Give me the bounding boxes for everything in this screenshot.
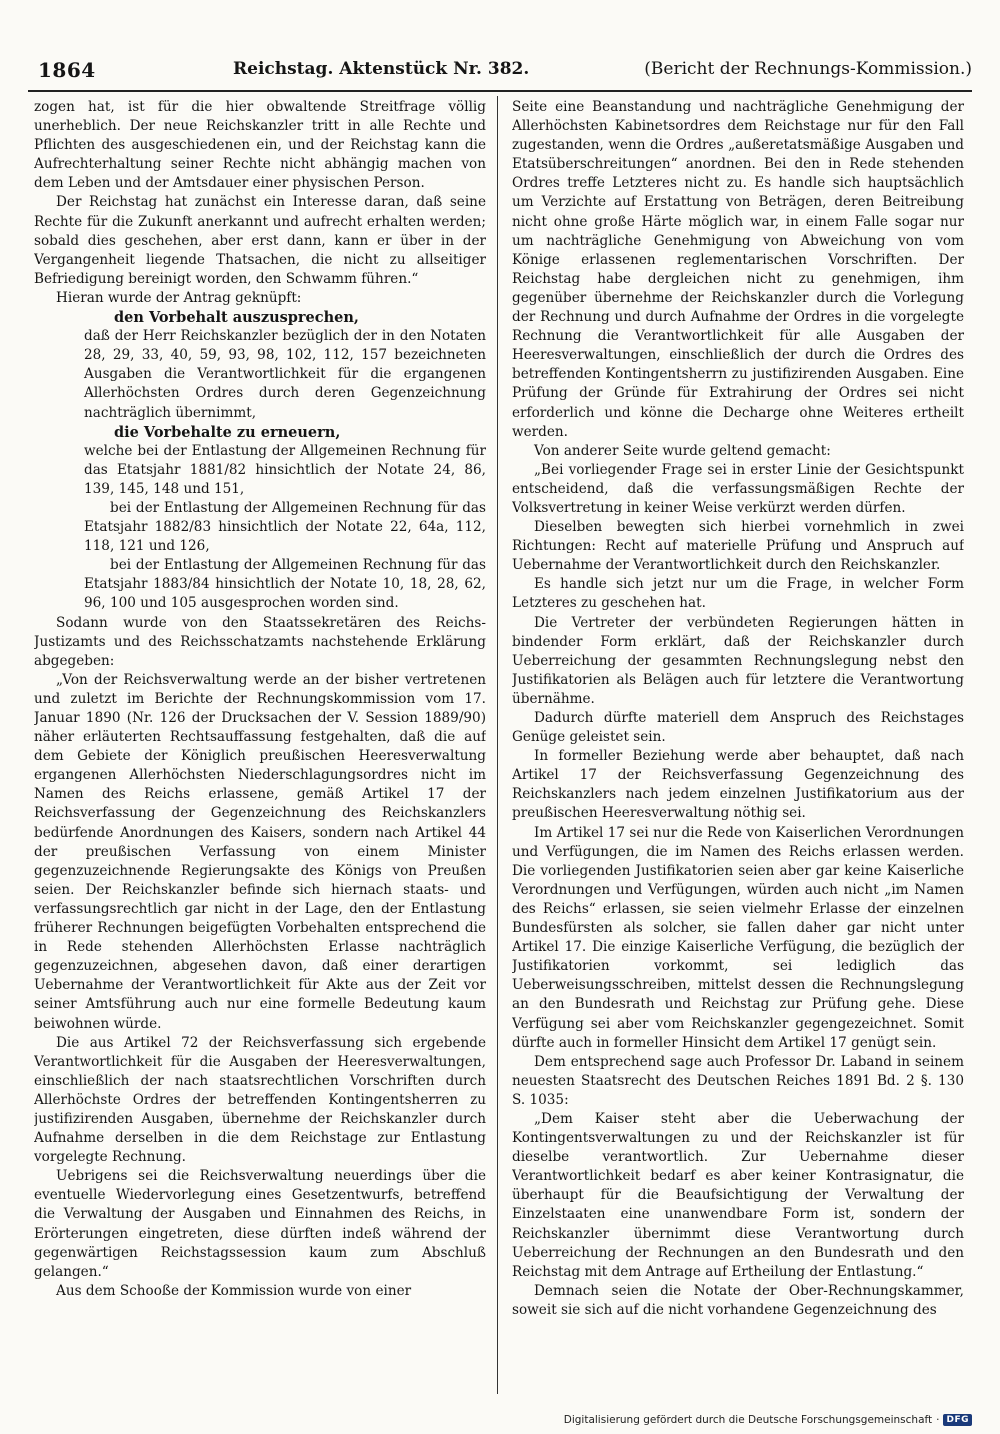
dfg-logo-icon: DFG: [943, 1414, 972, 1426]
header-title: Reichstag. Aktenstück Nr. 382.: [233, 59, 530, 79]
footer: Digitalisierung gefördert durch die Deutsche Forschungsgemeinschaft · DFG: [564, 1414, 972, 1426]
paragraph: Im Artikel 17 sei nur die Rede von Kaiserlichen Verordnungen und Verfügungen, die im Namen des Reichs erlassen werden. Die vorliegenden Justifikatorien seien aber gar keine Kaiserliche Verordnungen und Verfügungen, würden auch nicht „im Namen des Reichs“ erlassen, sie seien vielmehr Erlasse der einzelnen Bundesfürsten als solcher, sie fallen daher gar nicht unter Artikel 17. Die einzige Kaiserliche Verfügung, die bezüglich der Justifikatorien vorkommt, sei lediglich das Ueberweisungsschreiben, mittelst dessen die Rechnungslegung an den Bundesrath und Reichstag zur Prüfung gehe. Diese Verfügung sei aber vom Reichskanzler gegengezeichnet. Somit dürfte auch in formeller Hinsicht dem Artikel 17 genügt sein.: [512, 824, 964, 1051]
header-rule: [28, 90, 972, 92]
page-number: 1864: [38, 58, 96, 82]
paragraph: welche bei der Entlastung der Allgemeinen Rechnung für das Etatsjahr 1881/82 hinsichtlich der Notate 24, 86, 139, 145, 148 und 151,: [84, 442, 486, 497]
paragraph: Demnach seien die Notate der Ober-Rechnungskammer, soweit sie sich auf die nicht vorhandene Gegenzeichnung des: [512, 1282, 964, 1318]
paragraph: Dem entsprechend sage auch Professor Dr. Laband in seinem neuesten Staatsrecht des Deutschen Reiches 1891 Bd. 2 §. 130 S. 1035:: [512, 1053, 964, 1108]
paragraph: Aus dem Schooße der Kommission wurde von einer: [56, 1282, 412, 1299]
paragraph: Dadurch dürfte materiell dem Anspruch des Reichstages Genüge geleistet sein.: [512, 710, 964, 746]
paragraph: Von anderer Seite wurde geltend gemacht:: [534, 442, 831, 459]
paragraph: die Vorbehalte zu erneuern,: [114, 423, 341, 441]
paragraph: „Bei vorliegender Frage sei in erster Linie der Gesichtspunkt entscheidend, daß die verfassungsmäßigen Rechte der Volksvertretung in keiner Weise verkürzt werden dürfen.: [512, 461, 964, 516]
paragraph: daß der Herr Reichskanzler bezüglich der in den Notaten 28, 29, 33, 40, 59, 93, 98, 102, 112, 157 bezeichneten Ausgaben die Verantwortlichkeit für die ergangenen Allerhöchsten Ordres durch deren Gegenzeichnung nachträglich übernimmt,: [84, 328, 486, 421]
right-column: [512, 98, 964, 1398]
paragraph: Hieran wurde der Antrag geknüpft:: [56, 289, 302, 306]
paragraph: zogen hat, ist für die hier obwaltende Streitfrage völlig unerheblich. Der neue Reichskanzler tritt in alle Rechte und Pflichten des ausgeschiedenen ein, und der Reichstag kann die Aufrechterhaltung seiner Rechte nicht abhängig machen von dem Leben und der Amtsdauer einer physischen Person.: [34, 99, 486, 192]
paragraph: den Vorbehalt auszusprechen,: [114, 309, 359, 327]
paragraph: „Dem Kaiser steht aber die Ueberwachung der Kontingentsverwaltungen zu und der Reichskanzler ist für dieselbe verantwortlich. Zur Uebernahme dieser Verantwortlichkeit bedarf es aber keiner Kontrasignatur, die überhaupt für die Beaufsichtigung der Verwaltung der Einzelstaaten eine unanwendbare Form ist, sondern der Reichskanzler übernimmt diese Verantwortung durch Ueberreichung der Rechnungen an den Bundesrath und den Reichstag mit dem Antrage auf Ertheilung der Entlastung.“: [512, 1110, 964, 1280]
paragraph: Der Reichstag hat zunächst ein Interesse daran, daß seine Rechte für die Zukunft anerkannt und aufrecht erhalten werden; sobald dies geschehen, aber erst dann, kann er über in der Vergangenheit liegende Thatsachen, die nicht zu allseitiger Befriedigung bereinigt worden, den Schwamm führen.“: [34, 194, 486, 287]
paragraph: Dieselben bewegten sich hierbei vornehmlich in zwei Richtungen: Recht auf materielle Prüfung und Anspruch auf Uebernahme der Verantwortlichkeit durch den Reichskanzler.: [512, 519, 964, 574]
left-column: [34, 98, 486, 1398]
paragraph: In formeller Beziehung werde aber behauptet, daß nach Artikel 17 der Reichsverfassung Gegenzeichnung des Reichskanzlers nach jedem einzelnen Justifikatorium aus der preußischen Heeresverwaltung nöthig sei.: [512, 748, 964, 822]
paragraph: Die aus Artikel 72 der Reichsverfassung sich ergebende Verantwortlichkeit für die Ausgaben der Heeresverwaltungen, einschließlich der nach staatsrechtlichen Vorschriften durch Allerhöchste Ordres der betreffenden Kontingentsherren zu justifizirenden Ausgaben, übernehme der Reichskanzler durch Aufnahme derselben in die dem Reichstage zur Entlastung vorgelegte Rechnung.: [34, 1034, 486, 1166]
paragraph: bei der Entlastung der Allgemeinen Rechnung für das Etatsjahr 1882/83 hinsichtlich der Notate 22, 64a, 112, 118, 121 und 126,: [84, 499, 486, 555]
paragraph: Die Vertreter der verbündeten Regierungen hätten in bindender Form erklärt, daß der Reichskanzler durch Ueberreichung der gesammten Rechnungslegung nebst den Justifikatorien als Belägen auch für letztere die Verantwortung übernähme.: [512, 614, 964, 707]
paragraph: Uebrigens sei die Reichsverwaltung neuerdings über die eventuelle Wiedervorlegung eines Gesetzentwurfs, betreffend die Verwaltung der Ausgaben und Einnahmen des Reichs, in Erörterungen eingetreten, diese dürften indeß während der gegenwärtigen Reichstagssession kaum zum Abschluß gelangen.“: [34, 1168, 486, 1280]
footer-credit: Digitalisierung gefördert durch die Deutsche Forschungsgemeinschaft: [563, 1414, 933, 1426]
column-divider: [497, 96, 498, 1394]
paragraph: Es handle sich jetzt nur um die Frage, in welcher Form Letzteres zu geschehen hat.: [512, 576, 964, 612]
paragraph: „Von der Reichsverwaltung werde an der bisher vertretenen und zuletzt im Berichte der Rechnungskommission vom 17. Januar 1890 (Nr. 126 der Drucksachen der V. Session 1889/90) näher erläuterten Rechtsauffassung festgehalten, daß die auf dem Gebiete der Königlich preußischen Heeresverwaltung ergangenen Allerhöchsten Niederschlagungsordres nicht im Namen des Reichs erlassene, gemäß Artikel 17 der Reichsverfassung der Gegenzeichnung des Reichskanzlers bedürfende Anordnungen des Kaisers, sondern nach Artikel 44 der preußischen Verfassung von einem Minister gegenzuzeichnende Regierungsakte des Königs von Preußen seien. Der Reichskanzler befinde sich hiernach staats- und verfassungsrechtlich gar nicht in der Lage, den der Entlastung früherer Rechnungen beigefügten Vorbehalten entsprechend die in Rede stehenden Allerhöchsten Erlasse nachträglich gegenzuzeichnen, abgesehen davon, daß einer derartigen Uebernahme der Verantwortlichkeit für Akte aus der Zeit vor seiner Amtsführung auch nur eine formelle Bedeutung kaum beiwohnen würde.: [34, 671, 486, 1032]
paragraph: Sodann wurde von den Staatssekretären des Reichs-Justizamts und des Reichsschatzamts nachstehende Erklärung abgegeben:: [34, 614, 486, 669]
paragraph: Seite eine Beanstandung und nachträgliche Genehmigung der Allerhöchsten Kabinetsordres dem Reichstage nur für den Fall zugestanden, wenn die Ordres „außeretatsmäßige Ausgaben und Etatsüberschreitungen“ anordnen. Bei den in Rede stehenden Ordres treffe Letzteres nicht zu. Es handle sich hauptsächlich um Verzichte auf Erstattung von Beträgen, deren Beitreibung nicht ohne große Härte möglich war, in einem Falle sogar nur um nachträgliche Genehmigung von Abweichung von vom Könige erlassenen reglementarischen Vorschriften. Der Reichstag habe dergleichen nicht zu genehmigen, ihm gegenüber übernehme der Reichskanzler durch die Vorlegung der Rechnung und durch Aufnahme der Ordres in die vorgelegte Rechnung die Verantwortlichkeit für alle Ausgaben der Heeresverwaltungen, einschließlich der durch die Ordres des betreffenden Kontingentsherrn zu justifizirenden Ausgaben. Eine Prüfung der Gründe für Extrahirung der Ordres sei nicht erforderlich und könne die Decharge ohne Weiteres ertheilt werden.: [512, 99, 964, 440]
header-subtitle: (Bericht der Rechnungs-Kommission.): [644, 59, 972, 79]
page-header: [28, 58, 972, 88]
paragraph: bei der Entlastung der Allgemeinen Rechnung für das Etatsjahr 1883/84 hinsichtlich der Notate 10, 18, 28, 62, 96, 100 und 105 ausgesprochen worden sind.: [84, 557, 486, 612]
